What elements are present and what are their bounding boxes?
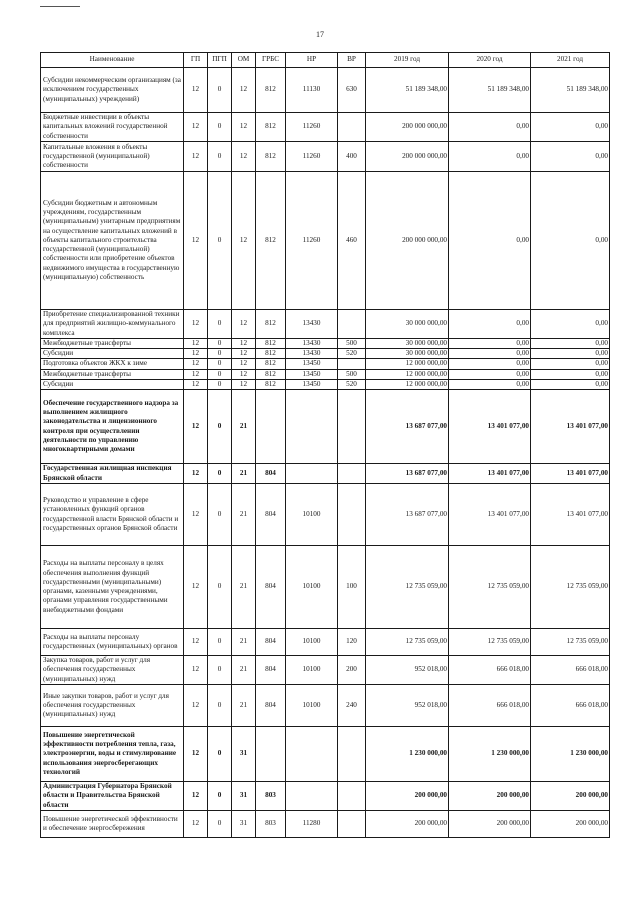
cell-om: 12 [232,359,256,369]
cell-name: Субсидии бюджетным и автономным учреждениям, государственным (муниципальным) унитарным предприятиям на осуществление капитальных вложений в объекты капитального строительства государственной (муниципальной) собственности или приобретение объектов недвижимого имущества в государственную (муниципальную) собственность [41,172,184,310]
cell-np: 11260 [286,142,338,172]
cell-pgp: 0 [208,685,232,727]
cell-name: Закупка товаров, работ и услуг для обеспечения государственных (муниципальных) нужд [41,656,184,685]
table-row [41,629,610,656]
table-row [41,339,610,349]
cell-y2021: 12 735 059,00 [531,629,610,656]
cell-pgp: 0 [208,811,232,838]
cell-name: Государственная жилищная инспекция Брянской области [41,464,184,484]
cell-y2020: 1 230 000,00 [449,727,531,782]
cell-gp: 12 [184,68,208,113]
cell-np: 10100 [286,546,338,629]
cell-gp: 12 [184,172,208,310]
cell-y2019: 12 000 000,00 [366,369,449,379]
cell-om: 21 [232,685,256,727]
table-row [41,685,610,727]
cell-np: 10100 [286,629,338,656]
cell-y2021: 0,00 [531,142,610,172]
cell-y2020: 13 401 077,00 [449,390,531,464]
cell-y2020: 51 189 348,00 [449,68,531,113]
table-row [41,379,610,389]
cell-pgp: 0 [208,349,232,359]
cell-pgp: 0 [208,464,232,484]
cell-om: 31 [232,811,256,838]
cell-grbs: 812 [256,142,286,172]
cell-y2019: 1 230 000,00 [366,727,449,782]
cell-vr: 520 [338,349,366,359]
cell-y2020: 0,00 [449,113,531,142]
header-2019: 2019 год [366,53,449,68]
cell-gp: 12 [184,113,208,142]
cell-y2021: 1 230 000,00 [531,727,610,782]
cell-pgp: 0 [208,727,232,782]
table-row [41,546,610,629]
cell-y2019: 12 735 059,00 [366,546,449,629]
cell-y2019: 952 018,00 [366,685,449,727]
cell-vr: 200 [338,656,366,685]
cell-y2021: 0,00 [531,359,610,369]
cell-y2020: 200 000,00 [449,811,531,838]
cell-np: 13430 [286,310,338,339]
page-number: 17 [316,30,324,39]
table-row [41,484,610,546]
cell-y2019: 200 000,00 [366,811,449,838]
table-row [41,349,610,359]
cell-vr: 240 [338,685,366,727]
cell-vr: 460 [338,172,366,310]
cell-vr [338,727,366,782]
cell-pgp: 0 [208,546,232,629]
cell-y2021: 200 000,00 [531,782,610,811]
cell-grbs: 803 [256,782,286,811]
table-row [41,782,610,811]
cell-name: Субсидии [41,379,184,389]
cell-y2019: 13 687 077,00 [366,484,449,546]
cell-om: 12 [232,310,256,339]
cell-y2021: 0,00 [531,113,610,142]
cell-np: 13430 [286,339,338,349]
cell-om: 12 [232,68,256,113]
cell-grbs: 812 [256,349,286,359]
cell-pgp: 0 [208,310,232,339]
table-row [41,113,610,142]
cell-gp: 12 [184,811,208,838]
cell-vr [338,359,366,369]
cell-y2020: 200 000,00 [449,782,531,811]
cell-vr: 630 [338,68,366,113]
cell-name: Бюджетные инвестиции в объекты капитальных вложений государственной собственности [41,113,184,142]
cell-name: Приобретение специализированной техники для предприятий жилищно-коммунального комплекса [41,310,184,339]
cell-y2019: 12 735 059,00 [366,629,449,656]
cell-y2019: 13 687 077,00 [366,464,449,484]
cell-name: Субсидии некоммерческим организациям (за исключением государственных (муниципальных) учреждений) [41,68,184,113]
cell-grbs: 804 [256,629,286,656]
cell-grbs: 804 [256,464,286,484]
cell-name: Подготовка объектов ЖКХ к зиме [41,359,184,369]
table-row [41,172,610,310]
cell-grbs: 812 [256,172,286,310]
header-name: Наименование [41,53,184,68]
cell-pgp: 0 [208,656,232,685]
cell-y2021: 12 735 059,00 [531,546,610,629]
cell-grbs: 812 [256,379,286,389]
table-row [41,68,610,113]
cell-om: 21 [232,390,256,464]
cell-y2019: 30 000 000,00 [366,339,449,349]
cell-y2020: 0,00 [449,349,531,359]
cell-vr: 500 [338,339,366,349]
cell-name: Капитальные вложения в объекты государственной (муниципальной) собственности [41,142,184,172]
cell-gp: 12 [184,142,208,172]
cell-np: 11280 [286,811,338,838]
cell-om: 21 [232,656,256,685]
cell-gp: 12 [184,390,208,464]
cell-pgp: 0 [208,782,232,811]
cell-om: 12 [232,369,256,379]
table-row [41,142,610,172]
cell-om: 12 [232,172,256,310]
cell-y2019: 12 000 000,00 [366,359,449,369]
cell-y2021: 200 000,00 [531,811,610,838]
cell-y2019: 200 000 000,00 [366,113,449,142]
cell-y2020: 0,00 [449,359,531,369]
cell-pgp: 0 [208,113,232,142]
cell-gp: 12 [184,369,208,379]
table-row [41,464,610,484]
header-2021: 2021 год [531,53,610,68]
cell-np: 11130 [286,68,338,113]
budget-table [40,52,610,838]
cell-y2020: 0,00 [449,379,531,389]
cell-y2019: 200 000,00 [366,782,449,811]
cell-name: Повышение энергетической эффективности и обеспечение энергосбережения [41,811,184,838]
cell-y2019: 30 000 000,00 [366,349,449,359]
cell-vr: 100 [338,546,366,629]
cell-grbs: 804 [256,656,286,685]
header-2020: 2020 год [449,53,531,68]
cell-vr: 520 [338,379,366,389]
cell-y2021: 0,00 [531,310,610,339]
cell-y2019: 12 000 000,00 [366,379,449,389]
cell-om: 21 [232,484,256,546]
top-left-rule [40,6,80,7]
cell-y2020: 0,00 [449,142,531,172]
header-vr: ВР [338,53,366,68]
cell-name: Субсидии [41,349,184,359]
cell-grbs: 812 [256,68,286,113]
cell-y2021: 0,00 [531,172,610,310]
cell-pgp: 0 [208,172,232,310]
cell-gp: 12 [184,727,208,782]
cell-grbs: 812 [256,359,286,369]
cell-np: 13430 [286,349,338,359]
cell-y2021: 13 401 077,00 [531,390,610,464]
cell-om: 21 [232,546,256,629]
cell-name: Расходы на выплаты персоналу в целях обеспечения выполнения функций государственными (муниципальными) органами, казенными учреждениями, органами управления государственными внебюджетными фондами [41,546,184,629]
cell-y2021: 0,00 [531,349,610,359]
cell-y2021: 666 018,00 [531,656,610,685]
cell-name: Межбюджетные трансферты [41,369,184,379]
cell-gp: 12 [184,310,208,339]
table-row [41,369,610,379]
cell-y2019: 200 000 000,00 [366,142,449,172]
cell-y2020: 0,00 [449,339,531,349]
cell-vr [338,811,366,838]
cell-y2020: 0,00 [449,172,531,310]
header-np: НР [286,53,338,68]
cell-np: 10100 [286,484,338,546]
table-row [41,359,610,369]
cell-gp: 12 [184,464,208,484]
cell-om: 31 [232,727,256,782]
cell-om: 12 [232,379,256,389]
header-pgp: ПГП [208,53,232,68]
cell-grbs: 812 [256,310,286,339]
cell-gp: 12 [184,629,208,656]
cell-y2020: 13 401 077,00 [449,484,531,546]
table-header-row [41,53,610,68]
cell-pgp: 0 [208,142,232,172]
cell-grbs: 803 [256,811,286,838]
cell-gp: 12 [184,349,208,359]
cell-np [286,464,338,484]
cell-vr [338,390,366,464]
cell-grbs [256,390,286,464]
header-grbs: ГРБС [256,53,286,68]
cell-gp: 12 [184,359,208,369]
cell-y2019: 30 000 000,00 [366,310,449,339]
cell-np: 10100 [286,656,338,685]
table-row [41,310,610,339]
cell-vr [338,310,366,339]
cell-name: Руководство и управление в сфере установленных функций органов государственной власти Брянской области и государственных органов Брянской области [41,484,184,546]
cell-gp: 12 [184,484,208,546]
cell-grbs: 804 [256,546,286,629]
cell-y2021: 0,00 [531,339,610,349]
cell-pgp: 0 [208,390,232,464]
cell-om: 12 [232,113,256,142]
cell-y2020: 12 735 059,00 [449,629,531,656]
cell-grbs: 804 [256,685,286,727]
table-row [41,811,610,838]
cell-y2020: 12 735 059,00 [449,546,531,629]
cell-y2019: 952 018,00 [366,656,449,685]
cell-name: Межбюджетные трансферты [41,339,184,349]
cell-y2021: 51 189 348,00 [531,68,610,113]
header-gp: ГП [184,53,208,68]
cell-vr: 120 [338,629,366,656]
cell-om: 21 [232,629,256,656]
cell-gp: 12 [184,546,208,629]
cell-np: 11260 [286,172,338,310]
cell-vr [338,113,366,142]
cell-gp: 12 [184,656,208,685]
cell-vr [338,782,366,811]
cell-np: 11260 [286,113,338,142]
cell-name: Иные закупки товаров, работ и услуг для обеспечения государственных (муниципальных) нужд [41,685,184,727]
cell-y2020: 13 401 077,00 [449,464,531,484]
cell-y2021: 0,00 [531,379,610,389]
cell-pgp: 0 [208,369,232,379]
cell-y2020: 0,00 [449,310,531,339]
cell-grbs: 804 [256,484,286,546]
cell-np: 10100 [286,685,338,727]
cell-y2021: 13 401 077,00 [531,484,610,546]
cell-grbs: 812 [256,369,286,379]
cell-y2019: 200 000 000,00 [366,172,449,310]
cell-pgp: 0 [208,379,232,389]
table-row [41,727,610,782]
cell-name: Повышение энергетической эффективности потребления тепла, газа, электроэнергии, воды и стимулирование использования энергосберегающих технологий [41,727,184,782]
cell-grbs: 812 [256,113,286,142]
table-row [41,656,610,685]
cell-np: 13450 [286,379,338,389]
cell-np [286,727,338,782]
cell-pgp: 0 [208,629,232,656]
cell-vr: 500 [338,369,366,379]
cell-pgp: 0 [208,359,232,369]
cell-om: 31 [232,782,256,811]
cell-y2019: 13 687 077,00 [366,390,449,464]
cell-om: 12 [232,339,256,349]
cell-grbs: 812 [256,339,286,349]
cell-gp: 12 [184,685,208,727]
cell-y2021: 666 018,00 [531,685,610,727]
cell-grbs [256,727,286,782]
cell-om: 12 [232,142,256,172]
cell-np [286,390,338,464]
cell-np: 13450 [286,359,338,369]
cell-np [286,782,338,811]
cell-om: 12 [232,349,256,359]
cell-name: Обеспечение государственного надзора за выполнением жилищного законодательства и лицензионного контроля при осуществлении деятельности по управлению многоквартирными домами [41,390,184,464]
cell-gp: 12 [184,379,208,389]
cell-y2020: 666 018,00 [449,685,531,727]
cell-gp: 12 [184,782,208,811]
cell-vr [338,464,366,484]
cell-vr [338,484,366,546]
table-row [41,390,610,464]
cell-vr: 400 [338,142,366,172]
cell-pgp: 0 [208,339,232,349]
cell-gp: 12 [184,339,208,349]
header-om: ОМ [232,53,256,68]
cell-pgp: 0 [208,68,232,113]
cell-name: Администрация Губернатора Брянской области и Правительства Брянской области [41,782,184,811]
cell-y2021: 13 401 077,00 [531,464,610,484]
cell-np: 13450 [286,369,338,379]
cell-y2020: 0,00 [449,369,531,379]
cell-name: Расходы на выплаты персоналу государственных (муниципальных) органов [41,629,184,656]
cell-y2021: 0,00 [531,369,610,379]
cell-y2019: 51 189 348,00 [366,68,449,113]
cell-om: 21 [232,464,256,484]
cell-pgp: 0 [208,484,232,546]
cell-y2020: 666 018,00 [449,656,531,685]
